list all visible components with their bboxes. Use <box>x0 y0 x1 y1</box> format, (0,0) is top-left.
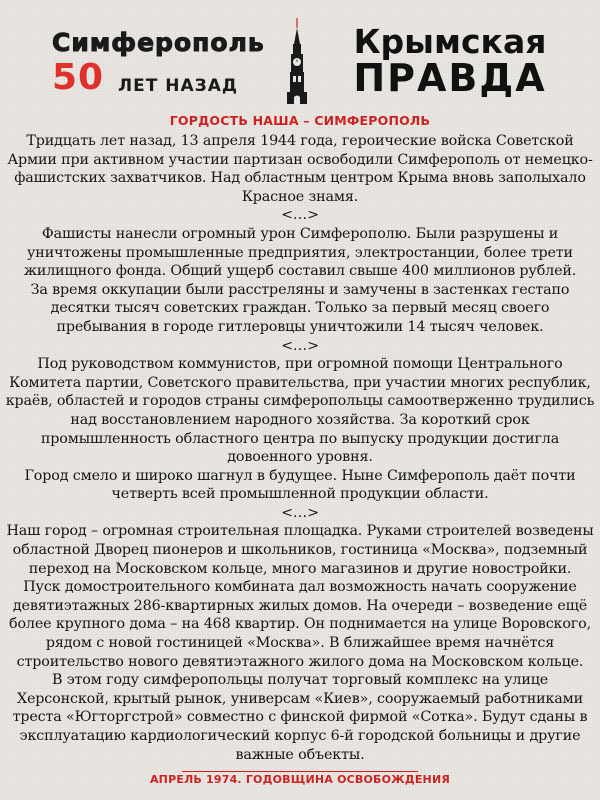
paragraph: Под руководством коммунистов, при огромной помощи Центрального Комитета партии, Советского правительства, при участии многих республик, краёв, областей и городов страны симферопольцы самоотверженно трудились над восстановлением народного хозяйства. За короткий срок промышленность областного центра по выпуску продукции достигла довоенного уровня. <box>5 356 595 466</box>
ellipsis-separator: <…> <box>281 207 319 224</box>
city-title: Симферополь <box>52 28 265 57</box>
article-body <box>4 132 596 764</box>
footer-caption: АПРЕЛЬ 1974. ГОДОВЩИНА ОСВОБОЖДЕНИЯ <box>149 773 451 786</box>
newspaper-title-line2: ПРАВДА <box>353 56 547 100</box>
clock-tower-icon <box>282 18 312 106</box>
newspaper-title-line1: Крымская <box>353 22 547 61</box>
paragraph: В этом году симферопольцы получат торговый комплекс на улице Херсонской, крытый рынок, универсам «Киев», сооружаемый работниками треста «Югторгстрой» совместно с финской фирмой «Сотка». Будут сданы в эксплуатацию кардиологический корпус 6-й городской больницы и другие важные объекты. <box>12 672 588 763</box>
footer-divider <box>182 771 418 772</box>
paragraph: За время оккупации были расстреляны и замучены в застенках гестапо десятки тысяч советских граждан. Только за первый месяц своего пребывания в городе гитлеровцы уничтожили 14 тысяч человек. <box>30 281 570 335</box>
paragraph: Город смело и широко шагнул в будущее. Ныне Симферополь даёт почти четверть всей промышленной продукции области. <box>24 467 576 503</box>
paragraph: Наш город – огромная строительная площадка. Руками строителей возведены областной Дворец пионеров и школьников, гостиница «Москва», подземный переход на Московском кольце, много магазинов и другие новостройки. <box>6 523 594 577</box>
years-number: 50 <box>52 57 105 98</box>
ellipsis-separator: <…> <box>281 337 319 354</box>
article-heading: ГОРДОСТЬ НАША – СИМФЕРОПОЛЬ <box>169 113 431 128</box>
newspaper-title <box>340 22 560 100</box>
years-ago-label: ЛЕТ НАЗАД <box>118 76 239 96</box>
ellipsis-separator: <…> <box>281 504 319 521</box>
paragraph: Фашисты нанесли огромный урон Симферополю. Были разрушены и уничтожены промышленные предприятия, электростанции, более трети жилищного фонда. Общий ущерб составил свыше 400 миллионов рублей. <box>23 225 577 280</box>
page-header <box>0 0 600 112</box>
paragraph: Пуск домостроительного комбината дал возможность начать сооружение девятиэтажных 286-квартирных жилых домов. На очереди – возведение ещё более крупного дома – на 468 квартир. Он поднимается на улице Воровского, рядом с новой гостиницей «Москва». В ближайшее время начнётся строительство нового девятиэтажного жилого дома на Московском кольце. <box>9 579 591 670</box>
paragraph: Тридцать лет назад, 13 апреля 1944 года, героические войска Советской Армии при активном участии партизан освободили Симферополь от немецко-фашистских захватчиков. Над областным центром Крыма вновь заполыхало Красное знамя. <box>7 133 593 205</box>
